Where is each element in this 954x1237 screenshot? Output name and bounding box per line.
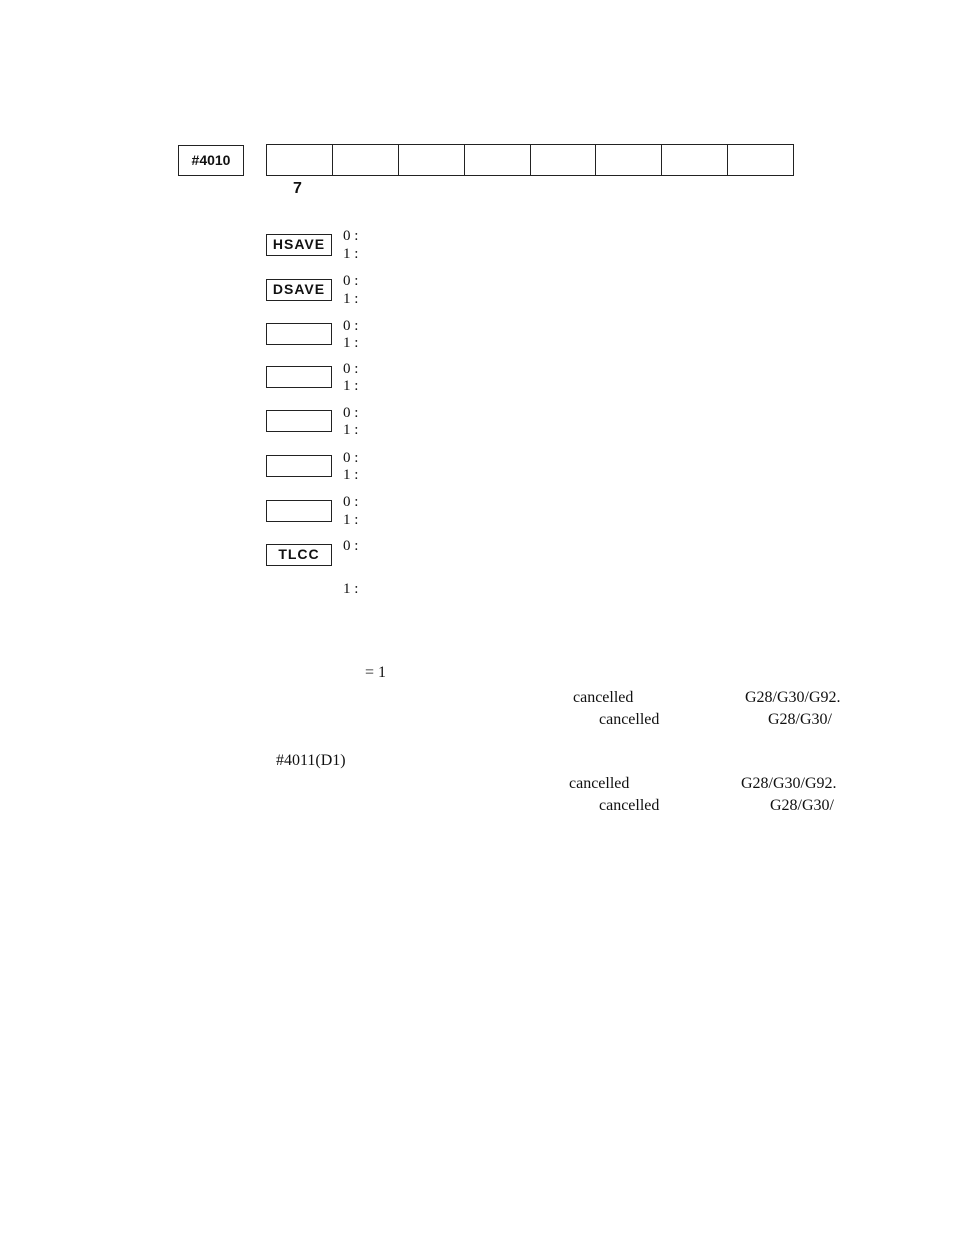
note-1-codes: G28/G30/G92. xyxy=(745,689,841,706)
note-reference-parameter: #4011(D1) xyxy=(276,752,346,769)
flag-hsave-option-0: 0 : xyxy=(343,228,359,244)
flag-2-option-0: 0 : xyxy=(343,318,359,334)
flag-empty-4 xyxy=(266,410,332,432)
bit-table xyxy=(266,144,794,176)
flag-dsave-option-1: 1 : xyxy=(343,291,359,307)
note-2-cancelled: cancelled xyxy=(599,711,660,728)
flag-6-option-0: 0 : xyxy=(343,494,359,510)
bit-cell-6 xyxy=(333,145,399,175)
flag-dsave: DSAVE xyxy=(266,279,332,301)
flag-4-option-0: 0 : xyxy=(343,405,359,421)
flag-3-option-1: 1 : xyxy=(343,378,359,394)
flag-empty-3 xyxy=(266,366,332,388)
bit-number-label: 7 xyxy=(293,180,302,197)
note-equals-one: = 1 xyxy=(365,664,387,681)
note-1-cancelled: cancelled xyxy=(573,689,634,706)
note-3-cancelled: cancelled xyxy=(569,775,630,792)
flag-5-option-0: 0 : xyxy=(343,450,359,466)
flag-6-option-1: 1 : xyxy=(343,512,359,528)
flag-empty-2 xyxy=(266,323,332,345)
bit-cell-1 xyxy=(662,145,728,175)
bit-cell-3 xyxy=(531,145,597,175)
flag-5-option-1: 1 : xyxy=(343,467,359,483)
bit-cell-2 xyxy=(596,145,662,175)
flag-empty-5 xyxy=(266,455,332,477)
note-2-codes: G28/G30/ xyxy=(768,711,832,728)
flag-hsave: HSAVE xyxy=(266,234,332,256)
bit-cell-7 xyxy=(267,145,333,175)
parameter-number: #4010 xyxy=(178,145,244,176)
flag-dsave-option-0: 0 : xyxy=(343,273,359,289)
flag-empty-6 xyxy=(266,500,332,522)
flag-hsave-option-1: 1 : xyxy=(343,246,359,262)
bit-cell-0 xyxy=(728,145,793,175)
note-4-cancelled: cancelled xyxy=(599,797,660,814)
flag-tlcc: TLCC xyxy=(266,544,332,566)
flag-4-option-1: 1 : xyxy=(343,422,359,438)
flag-2-option-1: 1 : xyxy=(343,335,359,351)
bit-cell-5 xyxy=(399,145,465,175)
flag-tlcc-option-1: 1 : xyxy=(343,581,359,597)
bit-cell-4 xyxy=(465,145,531,175)
flag-tlcc-option-0: 0 : xyxy=(343,538,359,554)
note-3-codes: G28/G30/G92. xyxy=(741,775,837,792)
note-4-codes: G28/G30/ xyxy=(770,797,834,814)
flag-3-option-0: 0 : xyxy=(343,361,359,377)
